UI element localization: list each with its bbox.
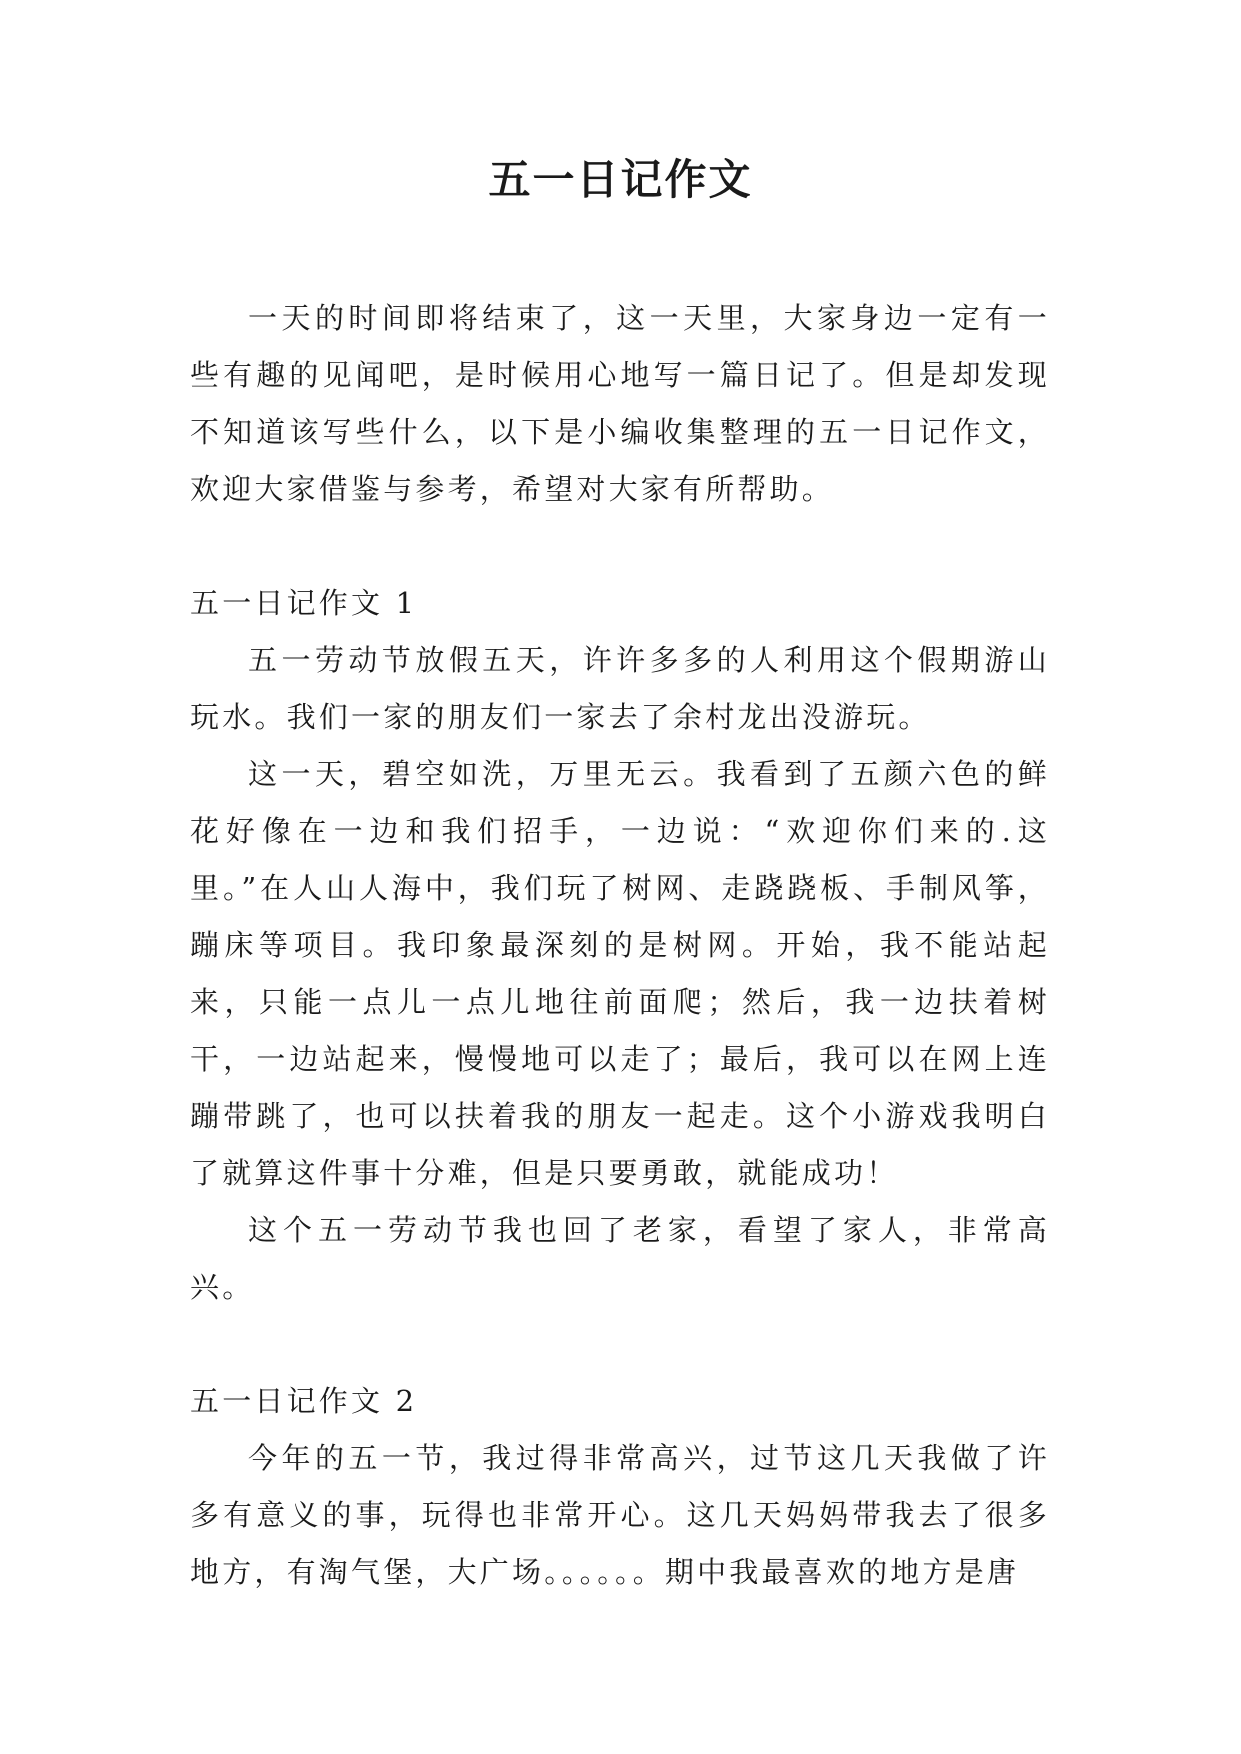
section-2 [190, 1373, 1050, 1601]
section-paragraph: 这一天，碧空如洗，万里无云。我看到了五颜六色的鲜花好像在一边和我们招手，一边说：“欢迎你们来的.这里。”在人山人海中，我们玩了树网、走跷跷板、手制风筝，蹦床等项目。我印象最深刻的是树网。开始，我不能站起来，只能一点儿一点儿地往前面爬；然后，我一边扶着树干，一边站起来，慢慢地可以走了；最后，我可以在网上连蹦带跳了，也可以扶着我的朋友一起走。这个小游戏我明白了就算这件事十分难，但是只要勇敢，就能成功！ [190, 757, 1050, 1190]
section-paragraph: 今年的五一节，我过得非常高兴，过节这几天我做了许多有意义的事，玩得也非常开心。这几天妈妈带我去了很多地方，有淘气堡，大广场。。。。。。期中我最喜欢的地方是唐 [190, 1441, 1050, 1589]
section-1 [190, 575, 1050, 1316]
section-paragraph: 五一劳动节放假五天，许许多多的人利用这个假期游山玩水。我们一家的朋友们一家去了余村龙出没游玩。 [190, 643, 1050, 734]
document-body [190, 290, 1050, 1601]
document-title: 五一日记作文 [488, 155, 753, 204]
section-heading: 五一日记作文 1 [190, 586, 418, 620]
section-paragraph: 这个五一劳动节我也回了老家，看望了家人，非常高兴。 [190, 1213, 1050, 1304]
section-heading: 五一日记作文 2 [190, 1384, 418, 1418]
intro-paragraph: 一天的时间即将结束了，这一天里，大家身边一定有一些有趣的见闻吧，是时候用心地写一篇日记了。但是却发现不知道该写些什么，以下是小编收集整理的五一日记作文，欢迎大家借鉴与参考，希望对大家有所帮助。 [190, 301, 1050, 506]
